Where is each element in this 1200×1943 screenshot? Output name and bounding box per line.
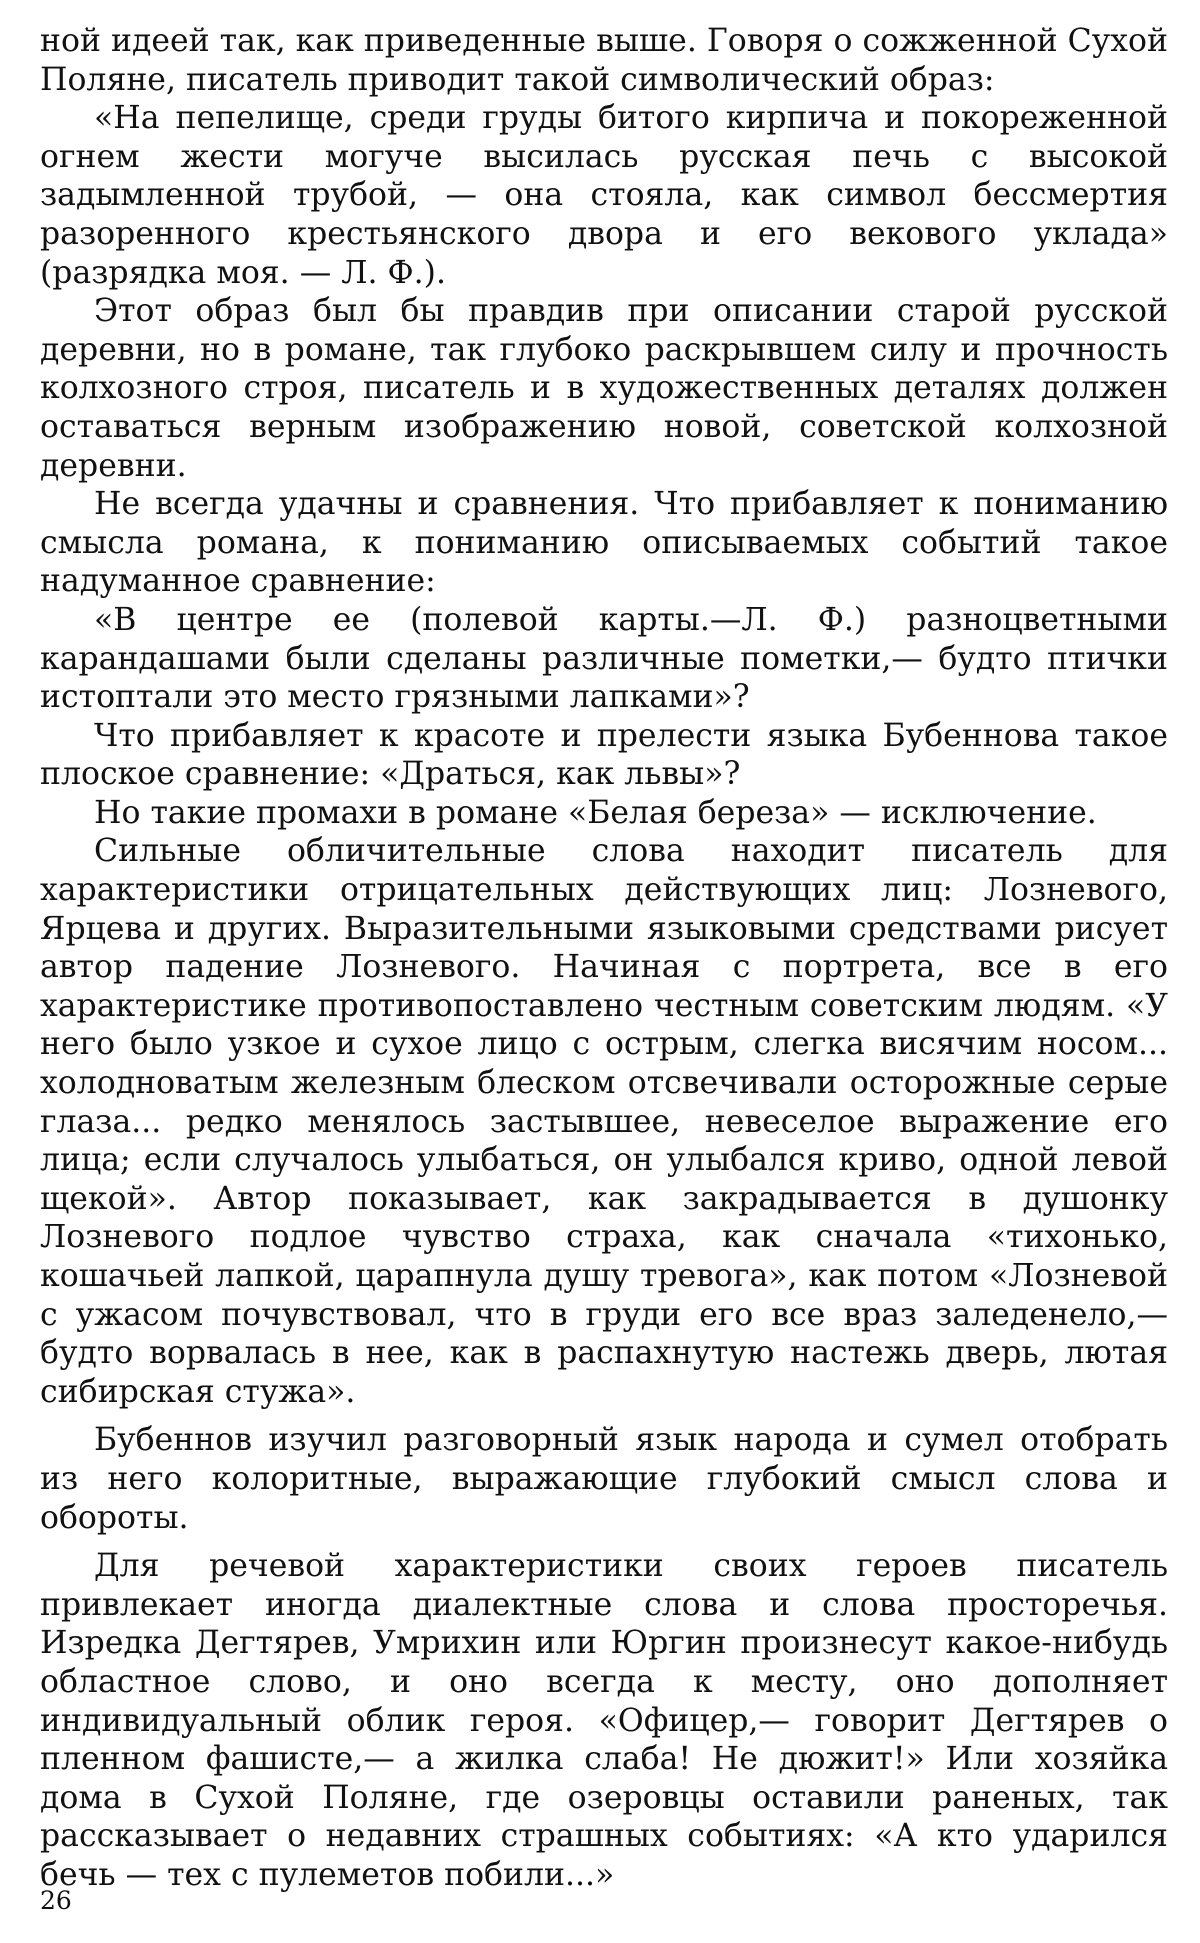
paragraph-7: Но такие промахи в романе «Белая береза» — исключение. [94,794,1097,831]
paragraph-3: Этот образ был бы правдив при описании старой русской деревни, но в романе, так глубоко раскрывшем силу и прочность колхозного строя, писатель и в художественных деталях должен оставаться верным изображению новой, советской колхозной деревни. [40,293,1168,484]
page-number: 26 [40,1886,72,1915]
paragraph-4: Не всегда удачны и сравнения. Что прибавляет к пониманию смысла романа, к пониманию описываемых событий такое надуманное сравнение: [40,486,1168,600]
paragraph-6: Что прибавляет к красоте и прелести языка Бубеннова такое плоское сравнение: «Драться, как львы»? [40,717,1168,793]
paragraph-1: ной идеей так, как приведенные выше. Говоря о сожженной Сухой Поляне, писатель приводит такой символический образ: [40,23,1168,98]
paragraph-8: Сильные обличительные слова находит писатель для характеристики отрицательных действующих лиц: Лозневого, Ярцева и других. Выразительными языковыми средствами рисует автор падение Лозневого. Начиная с портрета, все в его характеристике противопоставлено честным советским людям. «У него было узкое и сухое лицо с острым, слегка висячим носом... холодноватым железным блеском отсвечивали осторожные серые глаза... редко менялось застывшее, невеселое выражение его лица; если случалось улыбаться, он улыбался криво, одной левой щекой». Автор показывает, как закрадывается в душонку Лозневого подлое чувство страха, как сначала «тихонько, кошачьей лапкой, царапнула душу тревога», как потом «Лозневой с ужасом почувствовал, что в груди его все враз заледенело,— будто ворвалась в нее, как в распахнутую настежь дверь, лютая сибирская стужа». [40,833,1168,1410]
paragraph-2: «На пепелище, среди груды битого кирпича и покореженной огнем жести могуче высилась русская печь с высокой задымленной трубой, — она стояла, как символ бессмертия разоренного крестьянского двора и его векового уклада» (разрядка моя. — Л. Ф.). [40,100,1168,291]
paragraph-5: «В центре ее (полевой карты.—Л. Ф.) разноцветными карандашами были сделаны различные пометки,— будто птички истоптали это место грязными лапками»? [40,601,1168,716]
paragraph-9: Бубеннов изучил разговорный язык народа и сумел отобрать из него колоритные, выражающие глубокий смысл слова и обороты. [40,1422,1168,1536]
paragraph-10: Для речевой характеристики своих героев писатель привлекает иногда диалектные слова и слова просторечья. Изредка Дегтярев, Умрихин или Юргин произнесут какое-нибудь областное слово, и оно всегда к месту, оно дополняет индивидуальный облик героя. «Офицер,— говорит Дегтярев о пленном фашисте,— а жилка слаба! Не дюжит!» Или хозяйка дома в Сухой Поляне, где озеровцы оставили раненых, так рассказывает о недавних страшных событиях: «А кто ударился бечь — тех с пулеметов побили...» [40,1548,1168,1893]
